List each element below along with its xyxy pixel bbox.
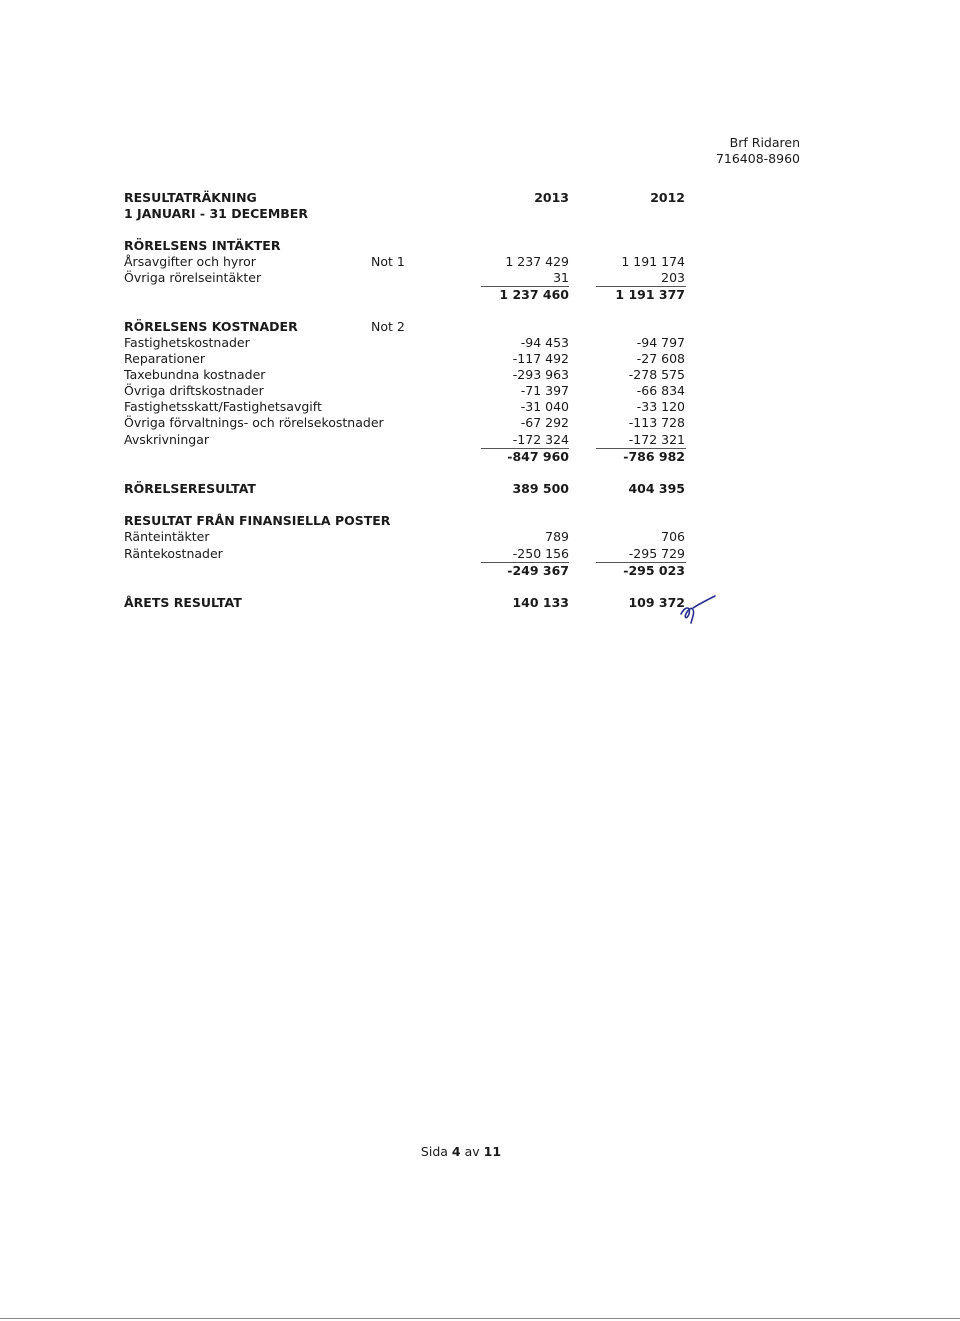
costs-total-current: -847 960 [507, 449, 569, 464]
cost-row-current: -71 397 [520, 383, 569, 398]
total-pages: 11 [483, 1144, 502, 1159]
financial-row-previous: 706 [661, 529, 685, 544]
operating-result-current: 389 500 [512, 481, 569, 496]
cost-row-previous: -94 797 [636, 335, 685, 350]
current-page: 4 [451, 1144, 461, 1159]
costs-note: Not 2 [371, 319, 405, 334]
income-row-label: Årsavgifter och hyror [124, 254, 256, 269]
cost-row-label: Fastighetsskatt/Fastighetsavgift [124, 399, 322, 414]
cost-row-label: Fastighetskostnader [124, 335, 250, 350]
costs-total-previous: -786 982 [623, 449, 685, 464]
financial-total-current: -249 367 [507, 563, 569, 578]
financial-row-label: Ränteintäkter [124, 529, 210, 544]
cost-row-current: -293 963 [512, 367, 569, 382]
cost-row-current: -172 324 [512, 432, 569, 447]
page-prefix: Sida [420, 1144, 448, 1159]
year-result-current: 140 133 [512, 595, 569, 610]
year-previous-header: 2012 [650, 190, 685, 205]
year-current-header: 2013 [534, 190, 569, 205]
year-result-label: ÅRETS RESULTAT [124, 595, 242, 610]
income-note: Not 1 [371, 254, 405, 269]
report-title: RESULTATRÄKNING [124, 190, 257, 205]
income-row-current: 1 237 429 [505, 254, 569, 269]
cost-row-label: Övriga förvaltnings- och rörelsekostnader [124, 415, 384, 430]
year-result-previous: 109 372 [628, 595, 685, 610]
cost-row-current: -31 040 [520, 399, 569, 414]
page-number [0, 1144, 922, 1160]
income-row-current: 31 [553, 270, 569, 285]
income-row-previous: 1 191 174 [621, 254, 685, 269]
cost-row-current: -117 492 [512, 351, 569, 366]
org-number: 716408-8960 [715, 151, 800, 166]
handwritten-initials-icon [677, 594, 717, 624]
cost-row-previous: -172 321 [628, 432, 685, 447]
operating-result-label: RÖRELSERESULTAT [124, 481, 256, 496]
cost-row-current: -67 292 [520, 415, 569, 430]
scan-edge-divider [0, 1318, 960, 1319]
costs-heading: RÖRELSENS KOSTNADER [124, 319, 298, 334]
cost-row-current: -94 453 [520, 335, 569, 350]
cost-row-previous: -27 608 [636, 351, 685, 366]
income-row-previous: 203 [661, 270, 685, 285]
financial-total-previous: -295 023 [623, 563, 685, 578]
financial-row-current: -250 156 [512, 546, 569, 561]
cost-row-previous: -113 728 [628, 415, 685, 430]
income-total-current: 1 237 460 [499, 287, 569, 302]
cost-row-previous: -278 575 [628, 367, 685, 382]
report-period: 1 JANUARI - 31 DECEMBER [124, 206, 308, 221]
income-row-label: Övriga rörelseintäkter [124, 270, 262, 285]
cost-row-label: Taxebundna kostnader [124, 367, 266, 382]
financial-row-current: 789 [545, 529, 569, 544]
cost-row-previous: -66 834 [636, 383, 685, 398]
page-middle: av [464, 1144, 480, 1159]
income-total-previous: 1 191 377 [615, 287, 685, 302]
company-name: Brf Ridaren [729, 135, 800, 150]
financial-row-label: Räntekostnader [124, 546, 223, 561]
cost-row-previous: -33 120 [636, 399, 685, 414]
cost-row-label: Reparationer [124, 351, 205, 366]
financial-heading: RESULTAT FRÅN FINANSIELLA POSTER [124, 513, 391, 528]
financial-row-previous: -295 729 [628, 546, 685, 561]
cost-row-label: Övriga driftskostnader [124, 383, 264, 398]
cost-row-label: Avskrivningar [124, 432, 210, 447]
operating-result-previous: 404 395 [628, 481, 685, 496]
income-heading: RÖRELSENS INTÄKTER [124, 238, 281, 253]
